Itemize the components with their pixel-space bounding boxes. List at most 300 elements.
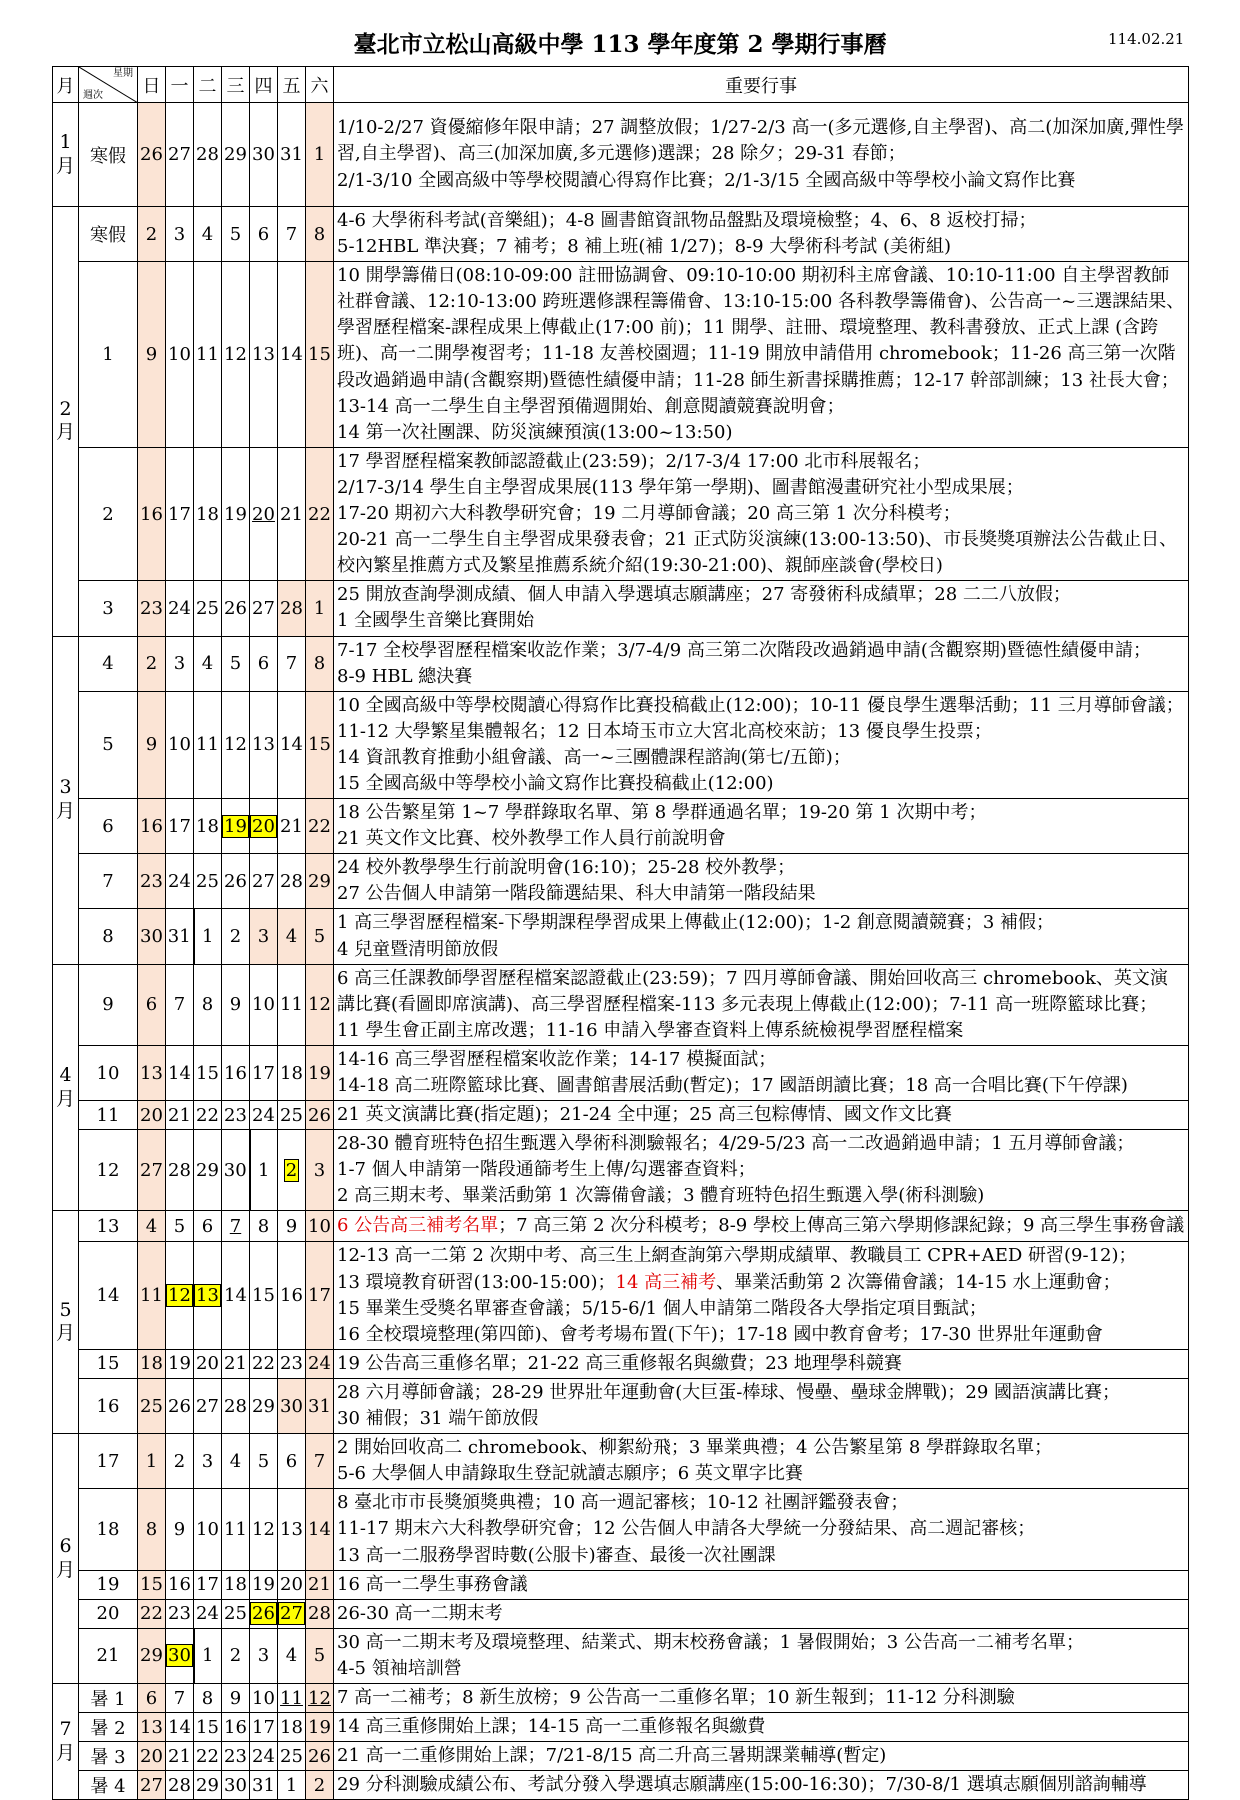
- day-number: 21: [224, 1353, 247, 1375]
- events-cell: [334, 1771, 1189, 1800]
- day-number: 20: [140, 1104, 163, 1126]
- day-number: 23: [140, 597, 163, 619]
- week-row: [53, 1742, 1189, 1771]
- day-cell: [250, 799, 278, 854]
- day-number: 26: [224, 870, 247, 892]
- day-cell: [166, 1771, 194, 1800]
- day-cell: [138, 447, 166, 580]
- day-number: 6: [257, 653, 270, 675]
- day-cell: [166, 1211, 194, 1242]
- day-cell: [306, 447, 334, 580]
- day-cell: [278, 103, 306, 207]
- day-cell: [306, 103, 334, 207]
- event-line: 28 六月導師會議；28-29 世界壯年運動會(大巨蛋-棒球、慢壘、壘球金牌戰)；29 國語演講比賽；: [337, 1381, 1120, 1403]
- day-number: 15: [308, 344, 331, 366]
- day-cell: [278, 1101, 306, 1130]
- day-cell: [250, 207, 278, 262]
- day-cell: [222, 1211, 250, 1242]
- day-cell: [306, 1242, 334, 1349]
- day-number: 1: [285, 1774, 298, 1796]
- day-number: 25: [280, 1745, 303, 1767]
- day-number: 23: [224, 1745, 247, 1767]
- event-line: 12-13 高一二第 2 次期中考、高三生上網查詢第六學期成績單、教職員工 CPR+AED 研習(9-12)；: [337, 1245, 1137, 1267]
- day-number: 29: [224, 144, 247, 165]
- day-cell: [166, 1713, 194, 1742]
- day-number: 1: [258, 1159, 270, 1181]
- event-line: 17-20 期初六大科教學研究會；19 二月導師會議；20 高三第 1 次分科模考；: [337, 503, 961, 525]
- week-number: 12: [79, 1130, 138, 1211]
- day-cell: [166, 1130, 194, 1211]
- events-cell: [334, 262, 1189, 448]
- events-cell: [334, 799, 1189, 854]
- day-cell: [278, 1683, 306, 1712]
- day-cell: [222, 1628, 250, 1683]
- day-cell: [166, 799, 194, 854]
- day-number: 22: [308, 815, 331, 837]
- day-cell: [194, 1242, 222, 1349]
- day-cell: [222, 1713, 250, 1742]
- event-line: 2/17-3/14 學生自主學習成果展(113 學年第一學期)、圖書館漫畫研究社小型成果展；: [337, 476, 1024, 498]
- week-number: 18: [79, 1489, 138, 1570]
- day-number: 22: [140, 1603, 163, 1625]
- day-number: 17: [252, 1716, 275, 1738]
- day-number: 11: [196, 734, 219, 756]
- day-number: 26: [140, 144, 163, 165]
- corner-day-label: 星期: [113, 68, 133, 79]
- event-line: 7 高一二補考；8 新生放榜；9 公告高一二重修名單；10 新生報到；11-12 分科測驗: [337, 1686, 1015, 1708]
- day-number: 1: [145, 1450, 158, 1472]
- day-cell: [138, 1434, 166, 1489]
- day-cell: [278, 1489, 306, 1570]
- day-header-sat: 六: [306, 67, 334, 103]
- day-number: 31: [252, 1774, 275, 1796]
- day-number: 18: [224, 1574, 247, 1596]
- month-cell: 5 月: [53, 1211, 79, 1434]
- event-line: 29 分科測驗成績公布、考試分發入學選填志願講座(15:00-16:30)；7/30-8/1 選填志願個別諮詢輔導: [337, 1774, 1147, 1796]
- day-cell: [250, 447, 278, 580]
- day-number: 15: [196, 1062, 219, 1084]
- day-cell: [166, 1742, 194, 1771]
- week-row: [53, 799, 1189, 854]
- day-number: 9: [229, 994, 242, 1016]
- day-number: 29: [196, 1159, 219, 1181]
- day-cell: [250, 909, 278, 964]
- day-cell: [138, 799, 166, 854]
- day-cell: [222, 854, 250, 909]
- month-cell: 1 月: [53, 103, 79, 207]
- day-cell: [306, 1628, 334, 1683]
- day-number: 20: [280, 1574, 303, 1596]
- day-cell: [306, 1045, 334, 1100]
- day-number: 27: [140, 1774, 163, 1796]
- month-cell: 2 月: [53, 207, 79, 637]
- day-cell: [166, 1489, 194, 1570]
- week-row: [53, 581, 1189, 636]
- day-number: 28: [308, 1603, 331, 1625]
- day-number: 12: [224, 344, 247, 366]
- day-number: 24: [252, 1104, 275, 1126]
- event-line: 1-7 個人申請第一階段通篩考生上傳/勾選審查資料；: [337, 1159, 756, 1181]
- day-number: 16: [224, 1716, 247, 1738]
- day-number: 19: [224, 815, 247, 837]
- school-calendar-table: [52, 66, 1189, 1800]
- day-cell: [250, 1101, 278, 1130]
- day-number: 22: [196, 1104, 219, 1126]
- day-number: 26: [224, 597, 247, 619]
- day-cell: [138, 1713, 166, 1742]
- day-number: 16: [168, 1574, 191, 1596]
- day-number: 10: [168, 344, 191, 366]
- day-cell: [194, 103, 222, 207]
- week-number: 5: [79, 691, 138, 798]
- day-cell: [194, 1628, 222, 1683]
- day-cell: [306, 1599, 334, 1628]
- day-header-tue: 二: [194, 67, 222, 103]
- day-number: 2: [229, 1645, 242, 1667]
- day-cell: [278, 1628, 306, 1683]
- day-cell: [138, 1489, 166, 1570]
- day-number: 21: [168, 1745, 191, 1767]
- day-number: 21: [168, 1104, 191, 1126]
- day-cell: [278, 1742, 306, 1771]
- event-line: 24 校外教學學生行前說明會(16:10)；25-28 校外教學；: [337, 857, 796, 879]
- day-number: 4: [201, 223, 214, 245]
- day-number: 9: [229, 1687, 242, 1709]
- day-number: 22: [308, 503, 331, 525]
- day-cell: [166, 262, 194, 448]
- day-cell: [278, 1242, 306, 1349]
- day-cell: [194, 1378, 222, 1433]
- day-number: 7: [285, 223, 298, 245]
- day-number: 8: [201, 994, 214, 1016]
- week-row: [53, 1570, 1189, 1599]
- day-cell: [138, 636, 166, 691]
- day-cell: [166, 636, 194, 691]
- day-cell: [138, 1742, 166, 1771]
- day-number: 3: [257, 1645, 270, 1667]
- event-line: 4-5 領袖培訓營: [337, 1657, 462, 1679]
- day-number: 19: [308, 1716, 331, 1738]
- day-cell: [222, 1570, 250, 1599]
- day-number: 10: [196, 1518, 219, 1540]
- day-number: 14: [280, 344, 303, 366]
- week-number: 1: [79, 262, 138, 448]
- event-line: 26-30 高一二期末考: [337, 1602, 503, 1624]
- day-cell: [194, 691, 222, 798]
- day-number: 16: [140, 815, 163, 837]
- day-cell: [250, 854, 278, 909]
- week-row: [53, 103, 1189, 207]
- event-line: 20-21 高一二學生自主學習成果發表會；21 正式防災演練(13:00-13:50)、市長獎獎項辦法公告截止日、校內繁星推薦方式及繁星推薦系統介紹(19:30-21:00)、親師座談會(學校日): [337, 529, 1178, 577]
- day-cell: [166, 1101, 194, 1130]
- week-number: 暑 3: [79, 1742, 138, 1771]
- day-header-fri: 五: [278, 67, 306, 103]
- day-cell: [278, 1211, 306, 1242]
- week-number: 4: [79, 636, 138, 691]
- day-cell: [166, 691, 194, 798]
- events-cell: [334, 1349, 1189, 1378]
- day-number: 2: [313, 1774, 326, 1796]
- day-number: 21: [280, 815, 303, 837]
- day-number: 28: [280, 597, 303, 619]
- day-cell: [222, 207, 250, 262]
- day-number: 2: [229, 926, 242, 948]
- day-number: 27: [252, 597, 275, 619]
- events-cell: [334, 1489, 1189, 1570]
- day-cell: [138, 909, 166, 964]
- day-number: 30: [252, 144, 275, 165]
- event-line: 7-17 全校學習歷程檔案收訖作業；3/7-4/9 高三第二次階段改過銷過申請(含觀察期)暨德性績優申請；: [337, 639, 1151, 661]
- day-number: 10: [308, 1215, 331, 1237]
- week-row: [53, 964, 1189, 1045]
- day-cell: [306, 854, 334, 909]
- day-number: 15: [308, 734, 331, 756]
- day-cell: [222, 1489, 250, 1570]
- day-number: 29: [140, 1645, 163, 1667]
- day-cell: [222, 1434, 250, 1489]
- day-number: 7: [173, 994, 186, 1016]
- event-line: 1 高三學習歷程檔案-下學期課程學習成果上傳截止(12:00)；1-2 創意閱讀競賽；3 補假；: [337, 912, 1055, 934]
- day-cell: [306, 581, 334, 636]
- day-cell: [250, 1242, 278, 1349]
- day-number: 30: [280, 1395, 303, 1417]
- day-cell: [194, 1130, 222, 1211]
- month-cell: 4 月: [53, 964, 79, 1211]
- week-row: [53, 1378, 1189, 1433]
- day-number: 12: [168, 1285, 191, 1307]
- event-line: 15 畢業生受獎名單審查會議；5/15-6/1 個人申請第二階段各大學指定項目甄試；: [337, 1297, 987, 1319]
- day-header-wed: 三: [222, 67, 250, 103]
- day-number: 14: [308, 1518, 331, 1540]
- day-cell: [222, 103, 250, 207]
- event-line: 27 公告個人申請第一階段篩選結果、科大申請第一階段結果: [337, 883, 816, 905]
- week-row: [53, 1045, 1189, 1100]
- day-cell: [222, 1599, 250, 1628]
- day-cell: [222, 691, 250, 798]
- day-cell: [306, 1349, 334, 1378]
- day-number: 16: [280, 1285, 303, 1307]
- event-line: 14 高三重修開始上課；14-15 高一二重修報名與繳費: [337, 1716, 766, 1738]
- event-line: 19 公告高三重修名單；21-22 高三重修報名與繳費；23 地理學科競賽: [337, 1352, 902, 1374]
- day-number: 8: [145, 1518, 158, 1540]
- day-cell: [222, 964, 250, 1045]
- day-number: 8: [313, 223, 326, 245]
- week-number: 13: [79, 1211, 138, 1242]
- day-cell: [138, 1378, 166, 1433]
- events-cell: [334, 103, 1189, 207]
- day-cell: [222, 581, 250, 636]
- day-number: 6: [257, 223, 270, 245]
- day-number: 2: [173, 1450, 186, 1472]
- events-cell: [334, 207, 1189, 262]
- day-cell: [306, 636, 334, 691]
- day-number: 25: [280, 1104, 303, 1126]
- day-cell: [250, 964, 278, 1045]
- day-number: 21: [308, 1574, 331, 1596]
- week-row: [53, 691, 1189, 798]
- event-line: 13-14 高一二學生自主學習預備週開始、創意閱讀競賽說明會；: [337, 395, 845, 417]
- week-row: [53, 207, 1189, 262]
- day-number: 20: [252, 815, 275, 837]
- day-cell: [278, 691, 306, 798]
- week-row: [53, 1771, 1189, 1800]
- day-cell: [166, 1599, 194, 1628]
- day-number: 28: [168, 1774, 191, 1796]
- day-cell: [138, 854, 166, 909]
- day-number: 4: [229, 1450, 242, 1472]
- day-cell: [306, 909, 334, 964]
- week-row: [53, 909, 1189, 964]
- day-cell: [194, 581, 222, 636]
- day-cell: [166, 1045, 194, 1100]
- events-cell: [334, 1434, 1189, 1489]
- day-cell: [138, 581, 166, 636]
- day-number: 17: [196, 1574, 219, 1596]
- day-cell: [194, 447, 222, 580]
- day-cell: [138, 103, 166, 207]
- week-number: 暑 2: [79, 1713, 138, 1742]
- day-number: 18: [280, 1062, 303, 1084]
- day-number: 4: [201, 653, 214, 675]
- day-cell: [222, 1130, 250, 1211]
- week-number: 暑 1: [79, 1683, 138, 1712]
- day-cell: [306, 1489, 334, 1570]
- event-line: 14 第一次社團課、防災演練預演(13:00~13:50): [337, 421, 733, 443]
- events-cell: [334, 1570, 1189, 1599]
- day-cell: [166, 1570, 194, 1599]
- day-number: 30: [140, 926, 163, 948]
- day-number: 21: [280, 503, 303, 525]
- day-number: 29: [308, 870, 331, 892]
- day-cell: [222, 1045, 250, 1100]
- day-number: 20: [252, 503, 275, 525]
- day-number: 15: [196, 1716, 219, 1738]
- day-cell: [222, 447, 250, 580]
- event-line: 16 高一二學生事務會議: [337, 1573, 528, 1595]
- day-cell: [278, 1349, 306, 1378]
- day-number: 25: [196, 870, 219, 892]
- day-number: 22: [252, 1353, 275, 1375]
- event-line: 30 高一二期末考及環境整理、結業式、期末校務會議；1 暑假開始；3 公告高一二補考名單；: [337, 1631, 1084, 1653]
- day-number: 28: [196, 144, 219, 165]
- day-number: 17: [168, 503, 191, 525]
- day-cell: [278, 1599, 306, 1628]
- day-cell: [166, 207, 194, 262]
- header-row: [53, 67, 1189, 103]
- day-cell: [250, 636, 278, 691]
- event-line: 4 兒童暨清明節放假: [337, 938, 499, 960]
- day-number: 3: [257, 926, 270, 948]
- day-cell: [278, 964, 306, 1045]
- day-number: 13: [252, 734, 275, 756]
- day-number: 7: [285, 653, 298, 675]
- week-row: [53, 1101, 1189, 1130]
- day-number: 8: [201, 1687, 214, 1709]
- events-cell: [334, 1628, 1189, 1683]
- day-number: 6: [285, 1450, 298, 1472]
- week-row: [53, 1599, 1189, 1628]
- day-cell: [166, 1628, 194, 1683]
- day-cell: [250, 1045, 278, 1100]
- event-line: 2 高三期末考、畢業活動第 1 次籌備會議；3 體育班特色招生甄選入學(術科測驗): [337, 1185, 985, 1207]
- events-cell: [334, 1211, 1189, 1242]
- week-number: 11: [79, 1101, 138, 1130]
- day-cell: [138, 207, 166, 262]
- day-number: 26: [168, 1395, 191, 1417]
- day-number: 5: [257, 1450, 270, 1472]
- day-cell: [306, 1378, 334, 1433]
- week-row: [53, 262, 1189, 448]
- events-cell: [334, 964, 1189, 1045]
- day-cell: [306, 1742, 334, 1771]
- day-number: 23: [140, 870, 163, 892]
- day-cell: [166, 447, 194, 580]
- day-cell: [194, 1742, 222, 1771]
- day-number: 25: [224, 1603, 247, 1625]
- event-line: 13 環境教育研習(13:00-15:00)；14 高三補考、畢業活動第 2 次籌備會議；14-15 水上運動會；: [337, 1271, 1121, 1293]
- day-cell: [278, 909, 306, 964]
- day-number: 17: [168, 815, 191, 837]
- day-number: 28: [224, 1395, 247, 1417]
- day-cell: [222, 909, 250, 964]
- day-cell: [138, 1771, 166, 1800]
- month-cell: 6 月: [53, 1434, 79, 1684]
- day-cell: [306, 1683, 334, 1712]
- day-number: 9: [173, 1518, 186, 1540]
- day-cell: [222, 1101, 250, 1130]
- day-cell: [194, 1489, 222, 1570]
- day-number: 31: [308, 1395, 331, 1417]
- day-number: 8: [257, 1215, 270, 1237]
- day-cell: [250, 1434, 278, 1489]
- day-number: 24: [308, 1353, 331, 1375]
- week-number: 3: [79, 581, 138, 636]
- day-cell: [250, 1771, 278, 1800]
- day-cell: [138, 1211, 166, 1242]
- day-number: 30: [224, 1774, 247, 1796]
- day-cell: [306, 1713, 334, 1742]
- day-number: 15: [252, 1285, 275, 1307]
- day-number: 28: [280, 870, 303, 892]
- day-number: 17: [308, 1285, 331, 1307]
- day-cell: [222, 1683, 250, 1712]
- event-line: 21 英文作文比賽、校外教學工作人員行前說明會: [337, 828, 726, 850]
- day-number: 24: [168, 597, 191, 619]
- day-number: 31: [167, 926, 191, 948]
- day-number: 24: [196, 1603, 219, 1625]
- event-line: 1/10-2/27 資優縮修年限申請；27 調整放假；1/27-2/3 高一(多元選修,自主學習)、高二(加深加廣,彈性學習,自主學習)、高三(加深加廣,多元選修)選課；28 除夕；29-31 春節；: [337, 117, 1184, 165]
- day-number: 4: [285, 926, 298, 948]
- day-cell: [194, 799, 222, 854]
- day-number: 13: [140, 1062, 163, 1084]
- day-cell: [306, 691, 334, 798]
- week-number: 14: [79, 1242, 138, 1349]
- events-header: 重要行事: [334, 67, 1189, 103]
- day-cell: [250, 1378, 278, 1433]
- day-cell: [194, 1683, 222, 1712]
- day-number: 25: [196, 597, 219, 619]
- week-number: 寒假: [79, 103, 138, 207]
- day-number: 3: [173, 223, 186, 245]
- day-number: 23: [168, 1603, 191, 1625]
- day-cell: [250, 1713, 278, 1742]
- week-row: [53, 1211, 1189, 1242]
- day-cell: [306, 207, 334, 262]
- day-number: 1: [202, 1645, 214, 1667]
- day-number: 2: [285, 1159, 298, 1181]
- day-number: 26: [308, 1745, 331, 1767]
- day-number: 29: [252, 1395, 275, 1417]
